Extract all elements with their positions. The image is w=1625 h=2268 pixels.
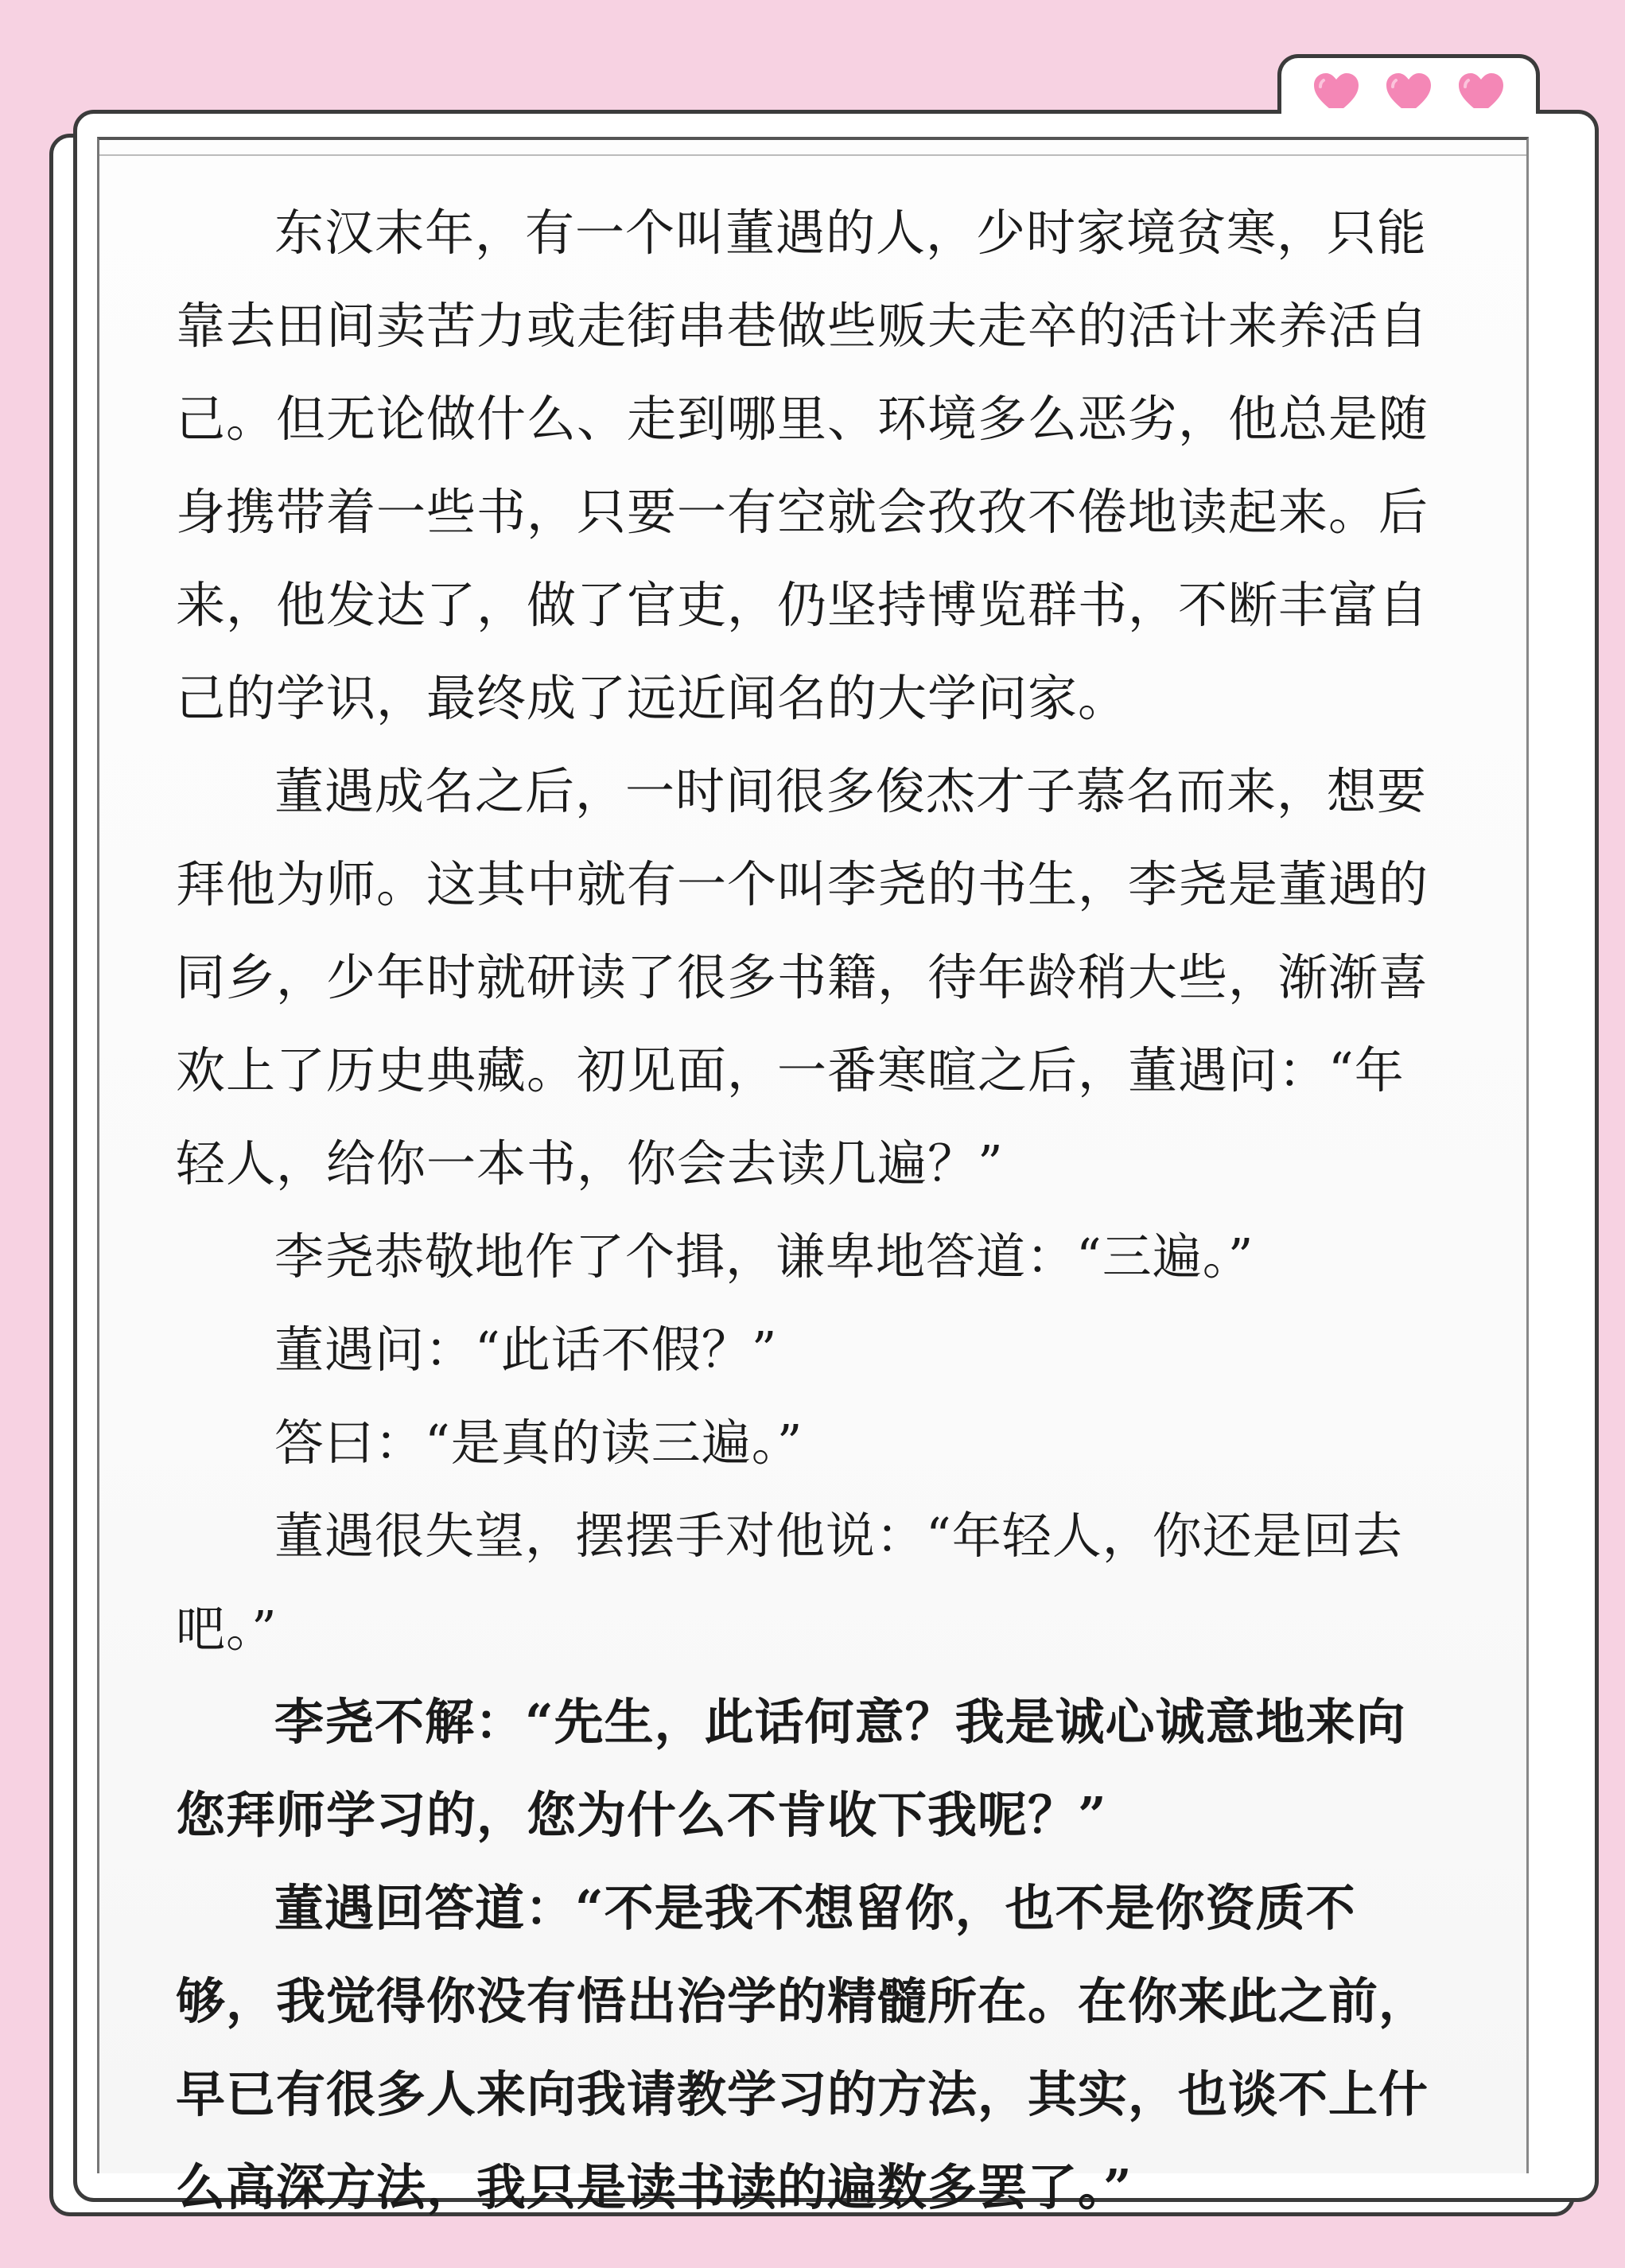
paragraph: 董遇很失望，摆摆手对他说：“年轻人，你还是回去吧。” (176, 1507, 1403, 1658)
page-rule (99, 154, 1526, 156)
paragraph: 答曰：“是真的读三遍。” (274, 1414, 803, 1472)
paragraph: 董遇成名之后，一时间很多俊杰才子慕名而来，想要拜他为师。这其中就有一个叫李尧的书生，李尧是董遇的同乡，少年时就研读了很多书籍，待年龄稍大些，渐渐喜欢上了历史典藏。初见面，一番寒暄之后，董遇问：“年轻人，给你一本书，你会去读几遍？” (176, 762, 1429, 1192)
paragraph: 李尧恭敬地作了个揖，谦卑地答道：“三遍。” (274, 1227, 1254, 1286)
paragraph: 董遇问：“此话不假？” (274, 1321, 778, 1379)
paragraph: 董遇回答道：“不是我不想留你，也不是你资质不够，我觉得你没有悟出治学的精髓所在。在你来此之前，早已有很多人来向我请教学习的方法，其实，也谈不上什么高深方法，我只是读书读的遍数多罢了。” (176, 1879, 1429, 2216)
paragraph: 李尧不解：“先生，此话何意？我是诚心诚意地来向您拜师学习的，您为什么不肯收下我呢？” (176, 1693, 1406, 1844)
page-text (176, 186, 1448, 2234)
paragraph: 东汉末年，有一个叫董遇的人，少时家境贫寒，只能靠去田间卖苦力或走街串巷做些贩夫走卒的活计来养活自己。但无论做什么、走到哪里、环境多么恶劣，他总是随身携带着一些书，只要一有空就会孜孜不倦地读起来。后来，他发达了，做了官吏，仍坚持博览群书，不断丰富自己的学识，最终成了远近闻名的大学问家。 (176, 204, 1429, 727)
book-page (97, 137, 1529, 2216)
